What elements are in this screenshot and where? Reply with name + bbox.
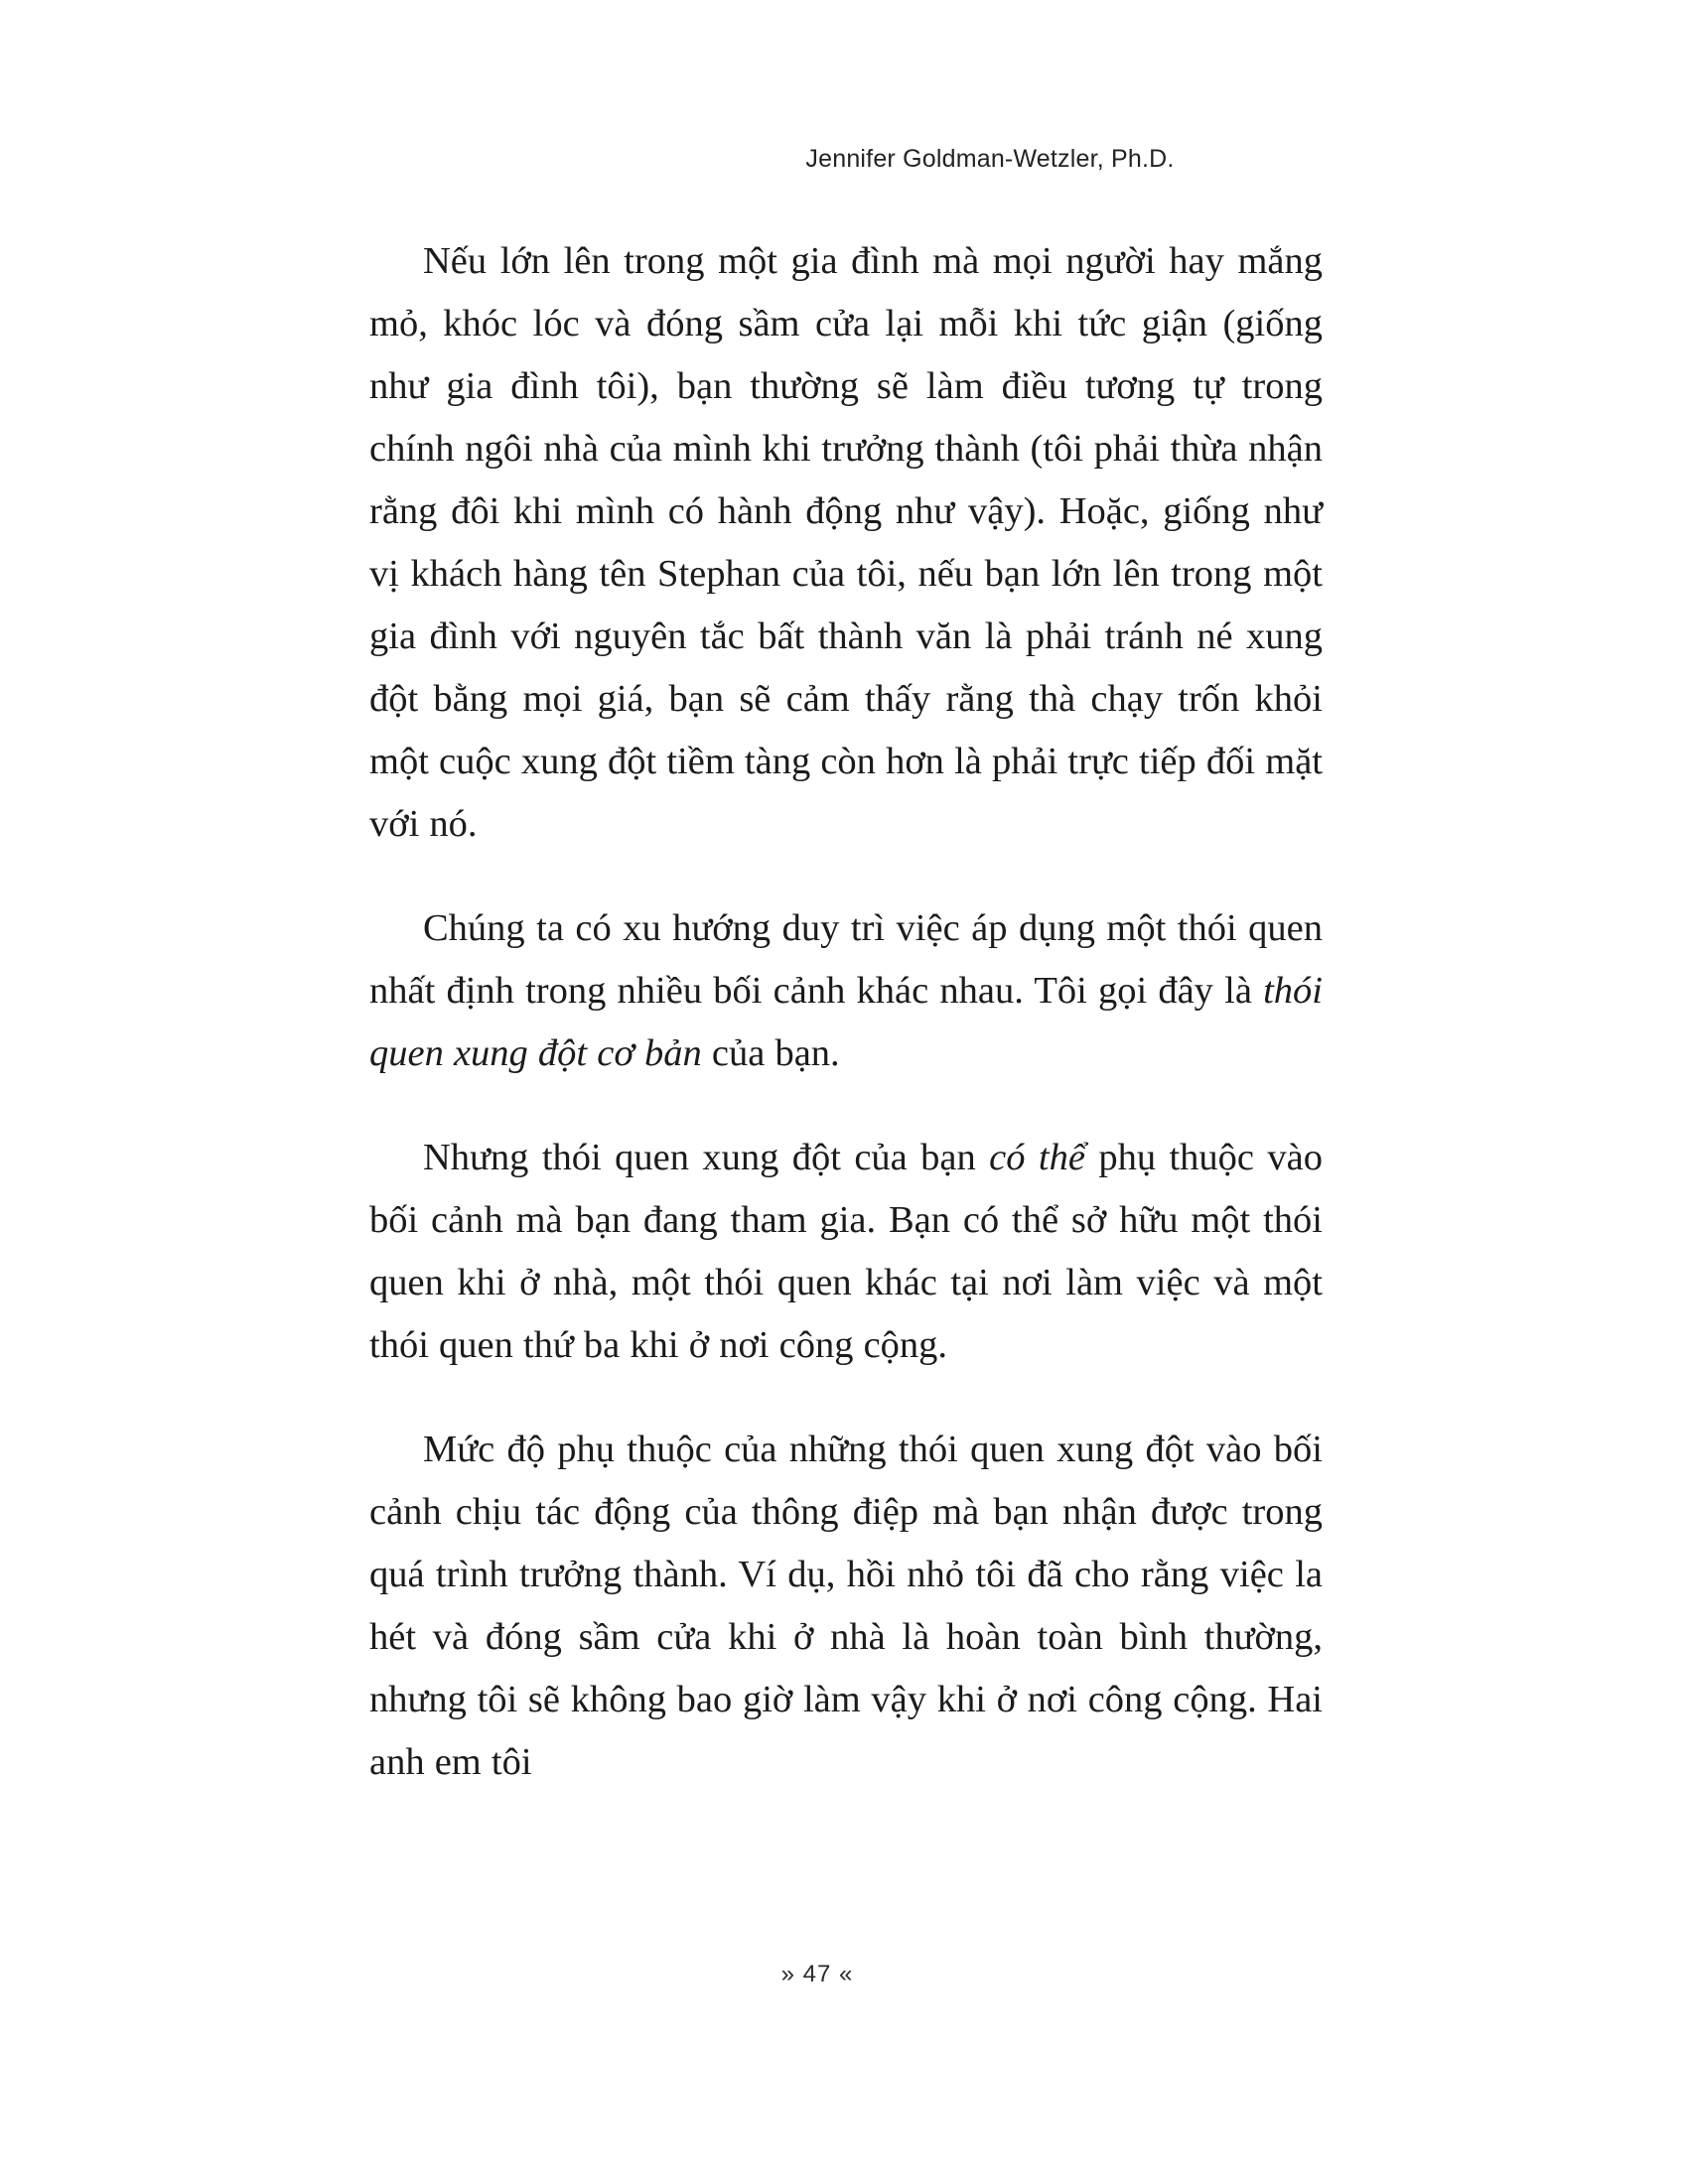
body-text-block xyxy=(369,230,1323,1794)
text-run-1: Chúng ta có xu hướng duy trì việc áp dụng một thói quen nhất định trong nhiều bối cảnh khác nhau. Tôi gọi đây là xyxy=(369,907,1323,1012)
paragraph-3 xyxy=(369,1127,1323,1377)
paragraph-4 xyxy=(369,1419,1323,1794)
paragraph-2 xyxy=(369,897,1323,1085)
page-folio xyxy=(0,1961,1688,1988)
paragraph-1 xyxy=(369,230,1323,856)
text-run-3: phụ thuộc vào bối cảnh mà bạn đang tham gia. Bạn có thể sở hữu một thói quen khi ở nhà, một thói quen khác tại nơi làm việc và một thói quen thứ ba khi ở nơi công cộng. xyxy=(369,1137,1324,1366)
text-run-2: có thể xyxy=(989,1137,1085,1178)
text-run-2: thói quen xung đột cơ bản xyxy=(369,970,1323,1074)
text-run-1: Nếu lớn lên trong một gia đình mà mọi người hay mắng mỏ, khóc lóc và đóng sầm cửa lại mỗi khi tức giận (giống như gia đình tôi), bạn thường sẽ làm điều tương tự trong chính ngôi nhà của mình khi trưởng thành (tôi phải thừa nhận rằng đôi khi mình có hành động như vậy). Hoặc, giống như vị khách hàng tên Stephan của tôi, nếu bạn lớn lên trong một gia đình với nguyên tắc bất thành văn là phải tránh né xung đột bằng mọi giá, bạn sẽ cảm thấy rằng thà chạy trốn khỏi một cuộc xung đột tiềm tàng còn hơn là phải trực tiếp đối mặt với nó. xyxy=(369,240,1323,845)
running-head xyxy=(0,145,1688,174)
text-run-3: của bạn. xyxy=(701,1032,840,1074)
page-number: » 47 « xyxy=(780,1961,854,1987)
running-head-text: Jennifer Goldman-Wetzler, Ph.D. xyxy=(805,145,1175,173)
text-run-1: Mức độ phụ thuộc của những thói quen xung đột vào bối cảnh chịu tác động của thông điệp mà bạn nhận được trong quá trình trưởng thành. Ví dụ, hồi nhỏ tôi đã cho rằng việc la hét và đóng sầm cửa khi ở nhà là hoàn toàn bình thường, nhưng tôi sẽ không bao giờ làm vậy khi ở nơi công cộng. Hai anh em tôi xyxy=(369,1429,1323,1783)
text-run-1: Nhưng thói quen xung đột của bạn xyxy=(423,1137,990,1178)
